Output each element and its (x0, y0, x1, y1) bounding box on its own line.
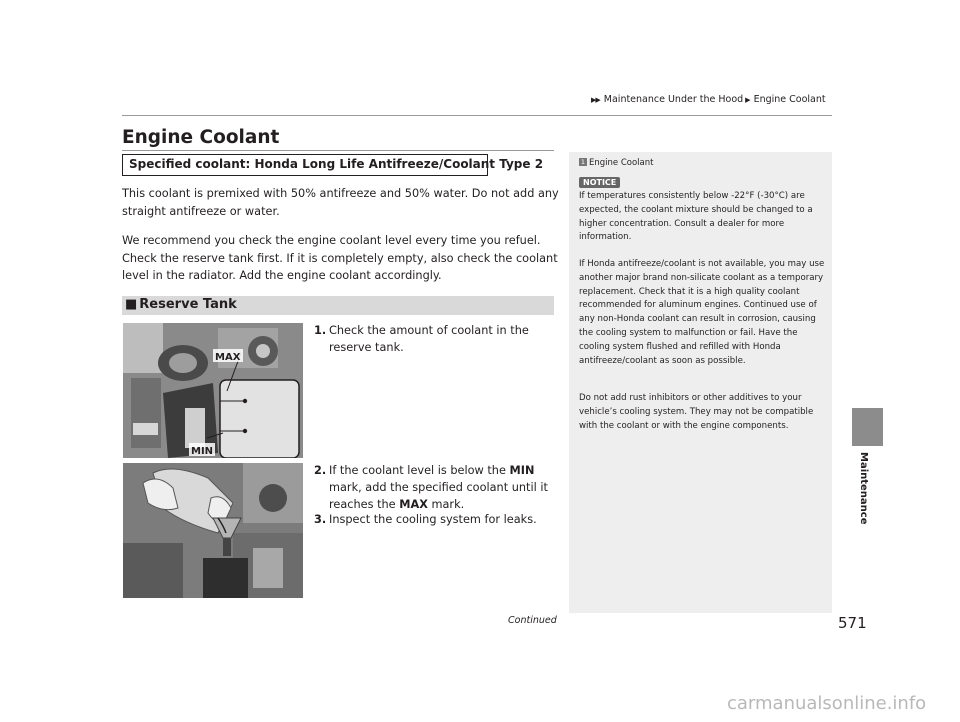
min-mark: MIN (509, 464, 535, 477)
continued-label: Continued (508, 615, 557, 626)
header-rule (122, 115, 832, 116)
chapter-tab-label: Maintenance (858, 452, 869, 525)
sidebar-heading-text: Engine Coolant (589, 158, 654, 168)
page-number: 571 (838, 614, 867, 632)
recommendation-paragraph: We recommend you check the engine coolant level every time you refuel. Check the reserve tank first. If it is completely empty, also check the coolant level in the radiator. Add the engine coolant accordingly. (122, 234, 558, 282)
step-number: 1. (314, 324, 327, 337)
step-number: 3. (314, 513, 327, 526)
watermark: carmanualsonline.info (727, 693, 927, 714)
step-2 (314, 462, 559, 513)
pouring-coolant-photo (123, 463, 303, 598)
section-title: Reserve Tank (139, 297, 237, 312)
max-label: MAX (215, 352, 241, 363)
step-text: Inspect the cooling system for leaks. (329, 513, 537, 526)
sidebar-text-1: If temperatures consistently below -22°F (-30°C) are expected, the coolant mixture should be changed to a higher concentration. Consult a dealer for more information. (579, 191, 813, 243)
page-title: Engine Coolant (122, 127, 280, 148)
section-heading (122, 296, 554, 315)
sidebar-text-2: If Honda antifreeze/coolant is not available, you may use another major brand non-silicate coolant as a temporary replacement. Check that it is a high quality coolant recommended for aluminum engines. Continued use of any non-Honda coolant can result in corrosion, causing the cooling system to malfunction or fail. Have the cooling system flushed and refilled with Honda antifreeze/coolant as soon as possible. (579, 259, 825, 366)
square-bullet-icon: ■ (125, 297, 138, 312)
step-number: 2. (314, 464, 327, 477)
breadcrumb-topic: Engine Coolant (753, 94, 826, 105)
step-text: If the coolant level is below the MIN mark, add the specified coolant until it reaches the MAX mark. (329, 464, 548, 511)
notice-badge: NOTICE (579, 177, 620, 188)
step-text: Check the amount of coolant in the reserve tank. (329, 324, 529, 354)
step-1 (314, 322, 559, 356)
max-mark: MAX (399, 498, 428, 511)
chapter-tab[interactable] (852, 408, 883, 446)
arrow-icon: ▶ (745, 96, 751, 104)
breadcrumb (591, 94, 826, 105)
double-arrow-icon: ▶▶ (591, 96, 600, 104)
intro-paragraph: This coolant is premixed with 50% antifreeze and 50% water. Do not add any straight antifreeze or water. (122, 187, 559, 218)
sidebar-heading (579, 158, 653, 168)
step-3 (314, 511, 559, 528)
sidebar-text-3: Do not add rust inhibitors or other additives to your vehicle’s cooling system. They may not be compatible with the coolant or with the engine components. (579, 393, 814, 431)
reference-marker-icon: 1 (580, 158, 586, 166)
reserve-tank-photo (123, 323, 303, 458)
breadcrumb-section: Maintenance Under the Hood (603, 94, 744, 105)
min-label: MIN (191, 446, 214, 457)
title-rule (122, 150, 554, 151)
specified-coolant-box: Specified coolant: Honda Long Life Antifreeze/Coolant Type 2 (122, 154, 488, 176)
